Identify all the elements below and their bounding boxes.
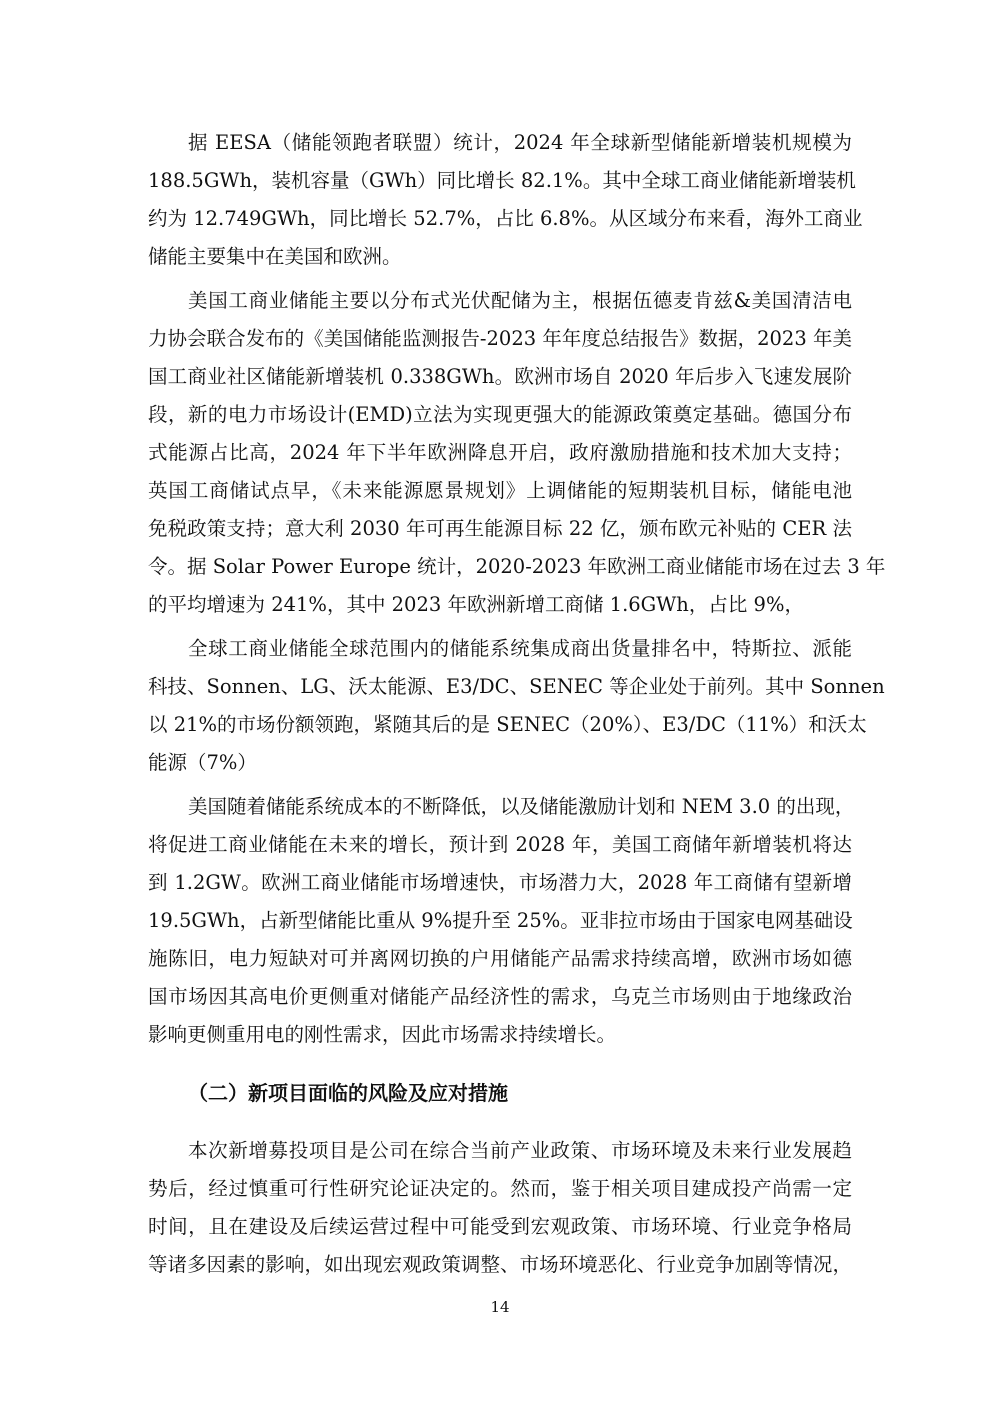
text-line: 美国随着储能系统成本的不断降低，以及储能激励计划和 NEM 3.0 的出现， [188, 795, 855, 818]
text-line: 能源（7%） [148, 751, 257, 774]
text-line: 式能源占比高，2024 年下半年欧洲降息开启，政府激励措施和技术加大支持； [148, 441, 852, 464]
text-line: 全球工商业储能全球范围内的储能系统集成商出货量排名中，特斯拉、派能 [188, 637, 852, 660]
text-line: 到 1.2GW。欧洲工商业储能市场增速快，市场潜力大，2028 年工商储有望新增 [148, 871, 852, 894]
text-line: 约为 12.749GWh，同比增长 52.7%，占比 6.8%。从区域分布来看，海外工商业 [148, 207, 863, 230]
text-line: 施陈旧，电力短缺对可并离网切换的户用储能产品需求持续高增，欧洲市场如德 [148, 947, 852, 970]
section-heading: （二）新项目面临的风险及应对措施 [188, 1081, 508, 1105]
text-line: 势后，经过慎重可行性研究论证决定的。然而，鉴于相关项目建成投产尚需一定 [148, 1177, 852, 1200]
text-line: 美国工商业储能主要以分布式光伏配储为主，根据伍德麦肯兹&美国清洁电 [188, 289, 852, 312]
text-line: 科技、Sonnen、LG、沃太能源、E3/DC、SENEC 等企业处于前列。其中 Sonnen [148, 675, 885, 698]
text-line: 储能主要集中在美国和欧洲。 [148, 245, 402, 268]
text-line: 力协会联合发布的《美国储能监测报告-2023 年年度总结报告》数据，2023 年美 [148, 327, 852, 350]
text-line: 将促进工商业储能在未来的增长，预计到 2028 年，美国工商储年新增装机将达 [148, 833, 852, 856]
text-line: 以 21%的市场份额领跑，紧随其后的是 SENEC（20%）、E3/DC（11%）和沃太 [148, 713, 867, 736]
text-line: 令。据 Solar Power Europe 统计，2020-2023 年欧洲工商业储能市场在过去 3 年 [148, 555, 886, 578]
text-line: 时间，且在建设及后续运营过程中可能受到宏观政策、市场环境、行业竞争格局 [148, 1215, 852, 1238]
text-line: 188.5GWh，装机容量（GWh）同比增长 82.1%。其中全球工商业储能新增装机 [148, 169, 856, 192]
text-line: 国工商业社区储能新增装机 0.338GWh。欧洲市场自 2020 年后步入飞速发展阶 [148, 365, 852, 388]
text-line: 段，新的电力市场设计(EMD)立法为实现更强大的能源政策奠定基础。德国分布 [148, 403, 852, 426]
text-line: 本次新增募投项目是公司在综合当前产业政策、市场环境及未来行业发展趋 [188, 1139, 852, 1162]
text-line: 免税政策支持；意大利 2030 年可再生能源目标 22 亿，颁布欧元补贴的 CER 法 [148, 517, 852, 540]
page-number: 14 [490, 1298, 510, 1316]
text-line: 英国工商储试点早，《未来能源愿景规划》上调储能的短期装机目标，储能电池 [148, 479, 852, 502]
text-line: 国市场因其高电价更侧重对储能产品经济性的需求，乌克兰市场则由于地缘政治 [148, 985, 852, 1008]
text-line: 19.5GWh，占新型储能比重从 9%提升至 25%。亚非拉市场由于国家电网基础设 [148, 909, 853, 932]
text-line: 据 EESA（储能领跑者联盟）统计，2024 年全球新型储能新增装机规模为 [188, 131, 852, 154]
text-line: 的平均增速为 241%，其中 2023 年欧洲新增工商储 1.6GWh，占比 9%， [148, 593, 804, 616]
text-line: 等诸多因素的影响，如出现宏观政策调整、市场环境恶化、行业竞争加剧等情况， [148, 1253, 852, 1276]
text-line: 影响更侧重用电的刚性需求，因此市场需求持续增长。 [148, 1023, 617, 1046]
